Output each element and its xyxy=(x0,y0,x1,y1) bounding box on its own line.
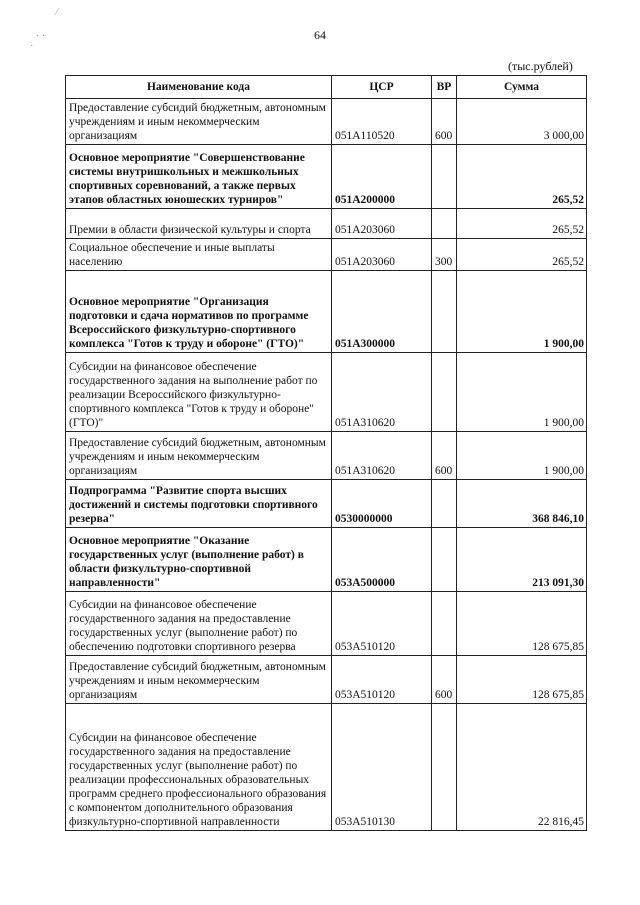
page-number: 64 xyxy=(314,28,326,42)
table-row xyxy=(66,99,587,145)
row-csr: 053А510120 xyxy=(332,656,432,704)
row-csr: 051А200000 xyxy=(332,145,432,209)
row-csr: 053А510130 xyxy=(332,704,432,831)
row-name: Подпрограмма "Развитие спорта высших достижений и системы подготовки спортивного резерва" xyxy=(66,480,332,528)
row-sum: 1 900,00 xyxy=(457,271,587,353)
row-vr xyxy=(432,592,457,656)
row-name: Премии в области физической культуры и спорта xyxy=(66,209,332,239)
table-row xyxy=(66,209,587,239)
row-name: Субсидии на финансовое обеспечение государственного задания на выполнение работ по реализации Всероссийского физкультурно-спортивного комплекса "Готов к труду и обороне" (ГТО)" xyxy=(66,353,332,432)
table-header-row xyxy=(66,76,587,99)
row-sum: 265,52 xyxy=(457,239,587,271)
row-csr: 0530000000 xyxy=(332,480,432,528)
table-row xyxy=(66,704,587,831)
row-sum: 368 846,10 xyxy=(457,480,587,528)
row-name: Субсидии на финансовое обеспечение государственного задания на предоставление государственных услуг (выполнение работ) по обеспечению подготовки спортивного резерва xyxy=(66,592,332,656)
row-csr: 051А203060 xyxy=(332,239,432,271)
row-sum: 265,52 xyxy=(457,209,587,239)
row-vr xyxy=(432,704,457,831)
table-row xyxy=(66,271,587,353)
row-vr xyxy=(432,145,457,209)
row-sum: 213 091,30 xyxy=(457,528,587,592)
row-sum: 128 675,85 xyxy=(457,656,587,704)
row-csr: 053А510120 xyxy=(332,592,432,656)
table-row xyxy=(66,432,587,480)
row-csr: 051А110520 xyxy=(332,99,432,145)
row-sum: 128 675,85 xyxy=(457,592,587,656)
table-row xyxy=(66,353,587,432)
row-sum: 1 900,00 xyxy=(457,432,587,480)
header-csr: ЦСР xyxy=(332,76,432,99)
row-csr: 051А203060 xyxy=(332,209,432,239)
row-csr: 051А300000 xyxy=(332,271,432,353)
table-row xyxy=(66,480,587,528)
row-csr: 053А500000 xyxy=(332,528,432,592)
row-csr: 051А310620 xyxy=(332,353,432,432)
scan-artifact: · · xyxy=(36,31,46,42)
row-sum: 22 816,45 xyxy=(457,704,587,831)
row-sum: 1 900,00 xyxy=(457,353,587,432)
row-vr: 600 xyxy=(432,656,457,704)
row-vr xyxy=(432,528,457,592)
table-row xyxy=(66,145,587,209)
scan-artifact: ⁄ xyxy=(56,7,58,18)
row-vr xyxy=(432,480,457,528)
header-sum: Сумма xyxy=(457,76,587,99)
row-vr xyxy=(432,209,457,239)
table-row xyxy=(66,656,587,704)
budget-table xyxy=(65,75,587,831)
row-name: Основное мероприятие "Организация подготовки и сдача нормативов по программе Всероссийского физкультурно-спортивного комплекса "Готов к труду и обороне" (ГТО)" xyxy=(66,271,332,353)
table-row xyxy=(66,528,587,592)
table-row xyxy=(66,592,587,656)
row-name: Предоставление субсидий бюджетным, автономным учреждениям и иным некоммерческим организациям xyxy=(66,656,332,704)
row-name: Социальное обеспечение и иные выплаты населению xyxy=(66,239,332,271)
row-sum: 265,52 xyxy=(457,145,587,209)
row-csr: 051А310620 xyxy=(332,432,432,480)
row-name: Основное мероприятие "Совершенствование системы внутришкольных и межшкольных спортивных соревнований, а также первых этапов областных юношеских турниров" xyxy=(66,145,332,209)
row-vr xyxy=(432,271,457,353)
header-name: Наименование кода xyxy=(66,76,332,99)
row-sum: 3 000,00 xyxy=(457,99,587,145)
row-name: Субсидии на финансовое обеспечение государственного задания на предоставление государственных услуг (выполнение работ) по реализации профессиональных образовательных программ среднего профессионального образования с компонентом дополнительного образования физкультурно-спортивной направленности xyxy=(66,704,332,831)
scan-artifact: · xyxy=(30,41,34,52)
row-name: Предоставление субсидий бюджетным, автономным учреждениям и иным некоммерческим организациям xyxy=(66,432,332,480)
row-name: Предоставление субсидий бюджетным, автономным учреждениям и иным некоммерческим организациям xyxy=(66,99,332,145)
table-row xyxy=(66,239,587,271)
units-label: (тыс.рублей) xyxy=(508,59,573,73)
row-vr: 600 xyxy=(432,432,457,480)
row-name: Основное мероприятие "Оказание государственных услуг (выполнение работ) в области физкультурно-спортивной направленности" xyxy=(66,528,332,592)
row-vr: 300 xyxy=(432,239,457,271)
row-vr: 600 xyxy=(432,99,457,145)
row-vr xyxy=(432,353,457,432)
header-vr: ВР xyxy=(432,76,457,99)
